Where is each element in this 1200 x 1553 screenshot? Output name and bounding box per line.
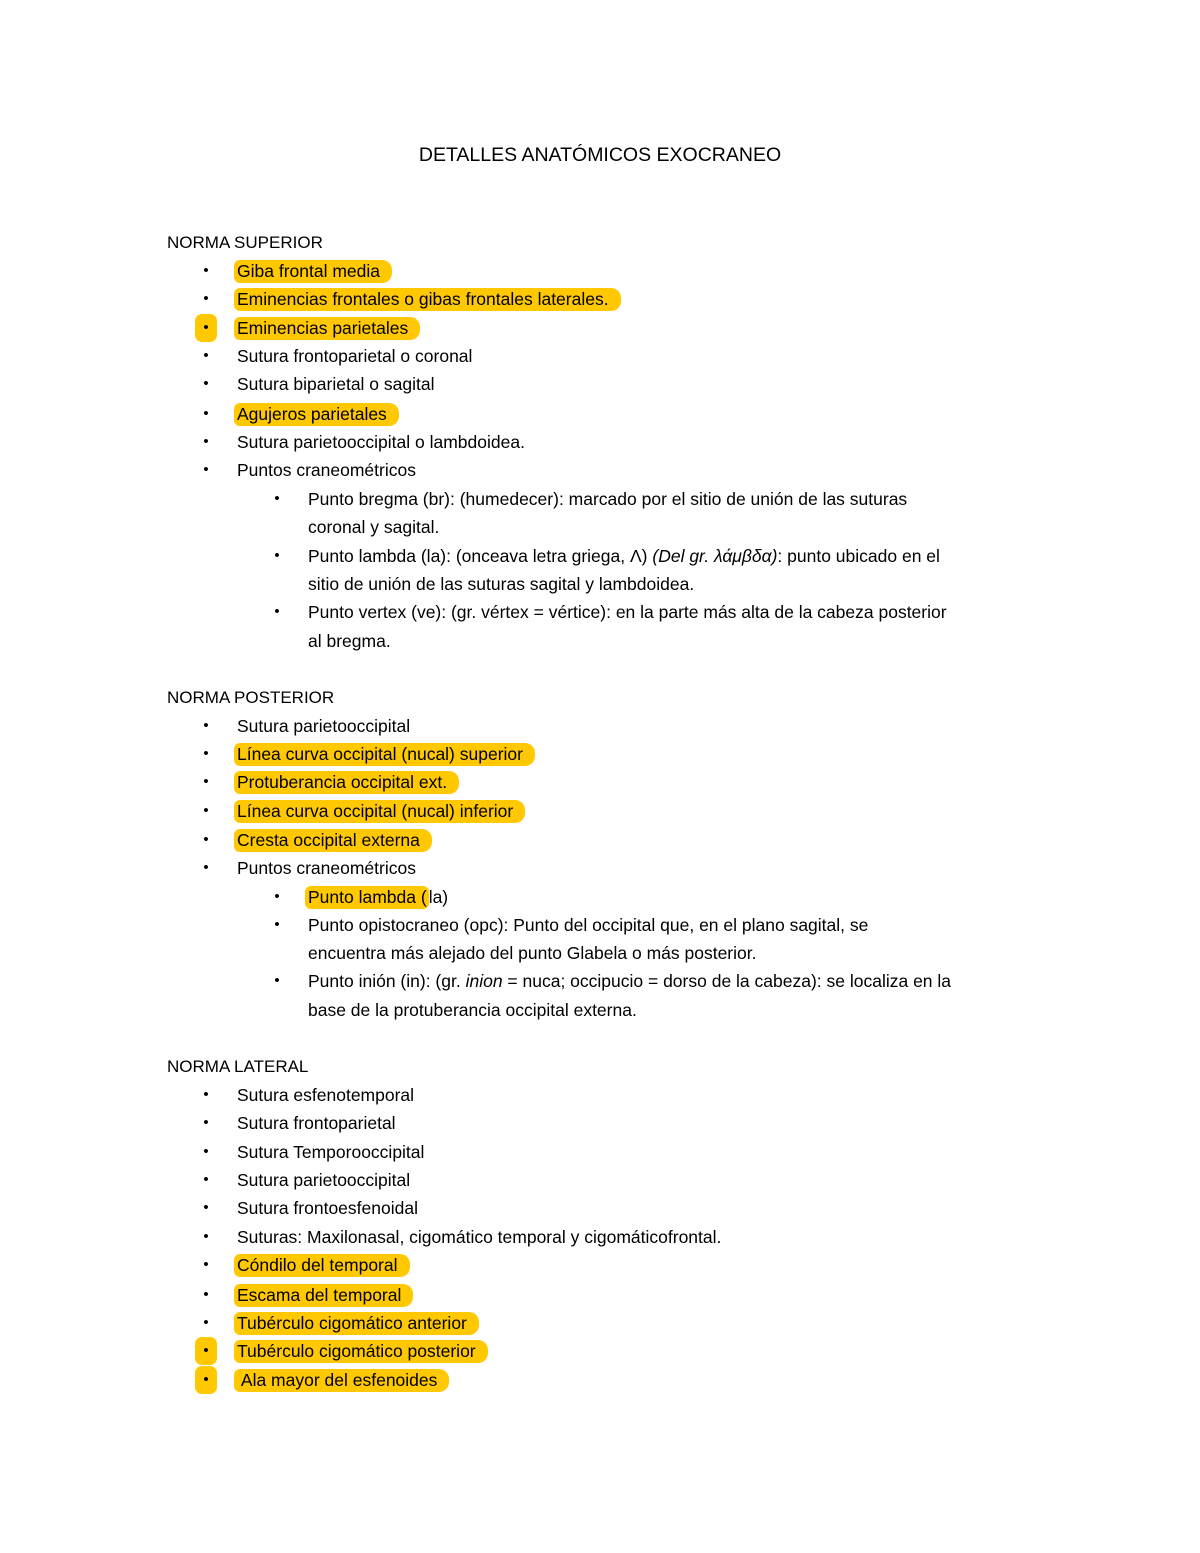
- sub-list-item: [308, 967, 951, 995]
- list-item: [237, 768, 459, 796]
- bullet-icon: •: [274, 916, 280, 933]
- sub-list-item-continued: base de la protuberancia occipital externa.: [308, 1000, 637, 1020]
- bullet-icon: [199, 1337, 213, 1365]
- section-heading-lateral: NORMA LATERAL: [167, 1057, 309, 1076]
- bullet-icon: •: [203, 461, 209, 478]
- bullet-icon: •: [203, 433, 209, 450]
- sub-list-item-continued: al bregma.: [308, 631, 391, 651]
- highlighted-bullet: •: [195, 1337, 217, 1365]
- list-item: Suturas: Maxilonasal, cigomático temporal y cigomáticofrontal.: [237, 1227, 722, 1247]
- bullet-icon: •: [203, 1314, 209, 1331]
- highlighted-bullet: •: [195, 314, 217, 342]
- bullet-icon: •: [203, 290, 209, 307]
- sub-list-item: [308, 883, 448, 911]
- bullet-icon: •: [203, 859, 209, 876]
- sub-list-item-continued: encuentra más alejado del punto Glabela o más posterior.: [308, 943, 757, 963]
- text-run: = nuca; occipucio = dorso de la cabeza): se localiza en la: [502, 971, 952, 991]
- list-item: [237, 285, 621, 313]
- bullet-icon: •: [203, 347, 209, 364]
- highlighted-text: Ala mayor del esfenoides: [234, 1369, 449, 1392]
- list-item: [237, 826, 432, 854]
- bullet-icon: •: [203, 1199, 209, 1216]
- highlighted-text: Línea curva occipital (nucal) superior: [234, 743, 535, 766]
- highlighted-text: Punto lambda (: [305, 886, 429, 909]
- sub-list-item: Punto bregma (br): (humedecer): marcado por el sitio de unión de las suturas: [308, 489, 908, 509]
- highlighted-text: Tubérculo cigomático posterior: [234, 1340, 488, 1363]
- highlighted-text: Cóndilo del temporal: [234, 1254, 410, 1277]
- sub-list-item: [308, 542, 940, 570]
- sub-list-item-continued: coronal y sagital.: [308, 517, 440, 537]
- bullet-icon: •: [203, 375, 209, 392]
- list-item: Sutura parietooccipital o lambdoidea.: [237, 432, 525, 452]
- list-item: [237, 400, 399, 428]
- highlighted-text: Giba frontal media: [234, 260, 392, 283]
- bullet-icon: [199, 314, 213, 342]
- bullet-icon: •: [274, 547, 280, 564]
- list-item: [237, 314, 420, 342]
- bullet-icon: •: [203, 1171, 209, 1188]
- section-heading-posterior: NORMA POSTERIOR: [167, 688, 335, 707]
- list-item: Sutura frontoesfenoidal: [237, 1198, 418, 1218]
- highlighted-text: Tubérculo cigomático anterior: [234, 1312, 479, 1335]
- bullet-icon: •: [203, 1143, 209, 1160]
- italic-text: (Del gr. λάμβδα): [652, 546, 778, 566]
- highlighted-text: Eminencias parietales: [234, 317, 420, 340]
- bullet-icon: •: [203, 745, 209, 762]
- list-item: Sutura parietooccipital: [237, 716, 411, 736]
- list-item: Puntos craneométricos: [237, 460, 416, 480]
- highlighted-text: Escama del temporal: [234, 1284, 413, 1307]
- bullet-icon: •: [203, 773, 209, 790]
- text-run: Punto lambda (la): (onceava letra griega, Λ): [308, 546, 653, 566]
- bullet-icon: •: [203, 405, 209, 422]
- bullet-icon: •: [203, 831, 209, 848]
- list-item: [237, 740, 535, 768]
- list-item: [237, 1281, 413, 1309]
- highlighted-text: Cresta occipital externa: [234, 829, 432, 852]
- bullet-icon: •: [274, 888, 280, 905]
- list-item: Sutura esfenotemporal: [237, 1085, 415, 1105]
- bullet-icon: •: [274, 490, 280, 507]
- text-run: la): [428, 887, 449, 907]
- list-item: Sutura frontoparietal: [237, 1113, 396, 1133]
- list-item: [237, 797, 525, 825]
- bullet-icon: •: [274, 603, 280, 620]
- document-title: DETALLES ANATÓMICOS EXOCRANEO: [418, 144, 782, 166]
- list-item: Sutura Temporooccipital: [237, 1142, 425, 1162]
- bullet-icon: •: [203, 1114, 209, 1131]
- bullet-icon: •: [203, 262, 209, 279]
- highlighted-text: Agujeros parietales: [234, 403, 399, 426]
- list-item: Puntos craneométricos: [237, 858, 416, 878]
- bullet-icon: [199, 1366, 213, 1394]
- section-heading-superior: NORMA SUPERIOR: [167, 233, 323, 252]
- bullet-icon: •: [203, 1228, 209, 1245]
- sub-list-item-continued: sitio de unión de las suturas sagital y lambdoidea.: [308, 574, 695, 594]
- sub-list-item: Punto vertex (ve): (gr. vértex = vértice): en la parte más alta de la cabeza posterior: [308, 602, 947, 622]
- list-item: Sutura biparietal o sagital: [237, 374, 435, 394]
- list-item: [237, 1309, 479, 1337]
- text-run: Punto inión (in): (gr.: [308, 971, 466, 991]
- highlighted-text: Eminencias frontales o gibas frontales laterales.: [234, 288, 621, 311]
- text-run: : punto ubicado en el: [777, 546, 940, 566]
- list-item: [237, 1366, 449, 1394]
- bullet-icon: •: [203, 717, 209, 734]
- list-item: Sutura frontoparietal o coronal: [237, 346, 473, 366]
- bullet-icon: •: [274, 972, 280, 989]
- list-item: [237, 1251, 410, 1279]
- bullet-icon: •: [203, 802, 209, 819]
- sub-list-item: Punto opistocraneo (opc): Punto del occipital que, en el plano sagital, se: [308, 915, 869, 935]
- highlighted-text: Protuberancia occipital ext.: [234, 771, 459, 794]
- italic-text: inion: [465, 971, 503, 991]
- bullet-icon: •: [203, 1256, 209, 1273]
- highlighted-text: Línea curva occipital (nucal) inferior: [234, 800, 525, 823]
- bullet-icon: •: [203, 1286, 209, 1303]
- highlighted-bullet: •: [195, 1366, 217, 1394]
- list-item: [237, 1337, 488, 1365]
- list-item: Sutura parietooccipital: [237, 1170, 411, 1190]
- list-item: [237, 257, 392, 285]
- bullet-icon: •: [203, 1086, 209, 1103]
